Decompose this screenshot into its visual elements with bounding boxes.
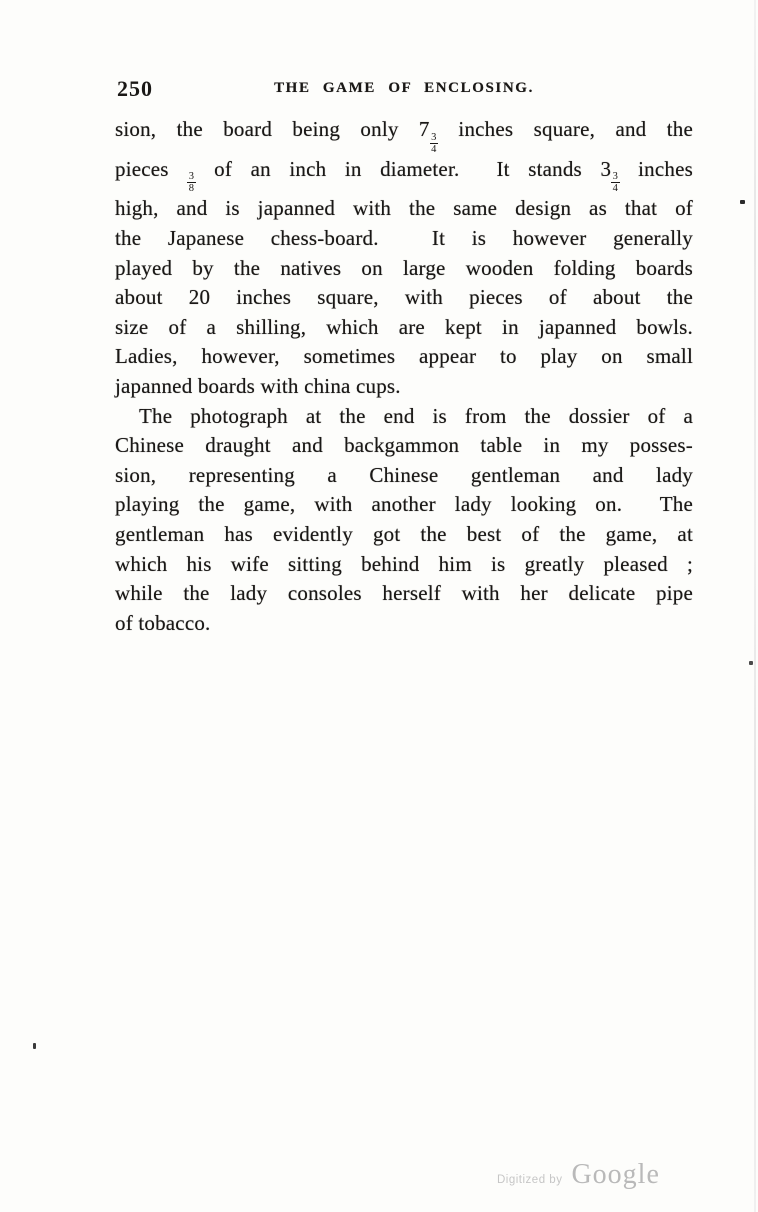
scan-edge-line (754, 0, 756, 1212)
scan-speck (740, 200, 745, 204)
page-text (115, 115, 693, 638)
text-line: which his wife sitting behind him is greatly pleased ; (115, 551, 693, 576)
text-line: japanned boards with china cups. (115, 373, 401, 398)
text-line: of tobacco. (115, 610, 211, 635)
text-line: sion, representing a Chinese gentleman and lady (115, 462, 693, 487)
stacked-fraction: $\frac{3}{8}$ (188, 171, 195, 195)
text-line: while the lady consoles herself with her delicate pipe (115, 581, 693, 606)
paragraph (115, 402, 693, 639)
stacked-fraction: $\frac{3}{4}$ (431, 131, 437, 155)
google-logo: Google (571, 1159, 660, 1190)
page-number: 250 (117, 76, 153, 101)
text-line: Chinese draught and backgammon table in my posses- (115, 433, 693, 458)
watermark-prefix: Digitized by (497, 1174, 563, 1186)
text-line: The photograph at the end is from the dossier of a (139, 403, 693, 428)
digitized-by-watermark (497, 1159, 660, 1191)
text-column (115, 76, 693, 638)
text-line: the Japanese chess-board. It is however generally (115, 226, 693, 250)
text-line: Ladies, however, sometimes appear to play on small (115, 344, 693, 369)
text-line: played by the natives on large wooden folding boards (115, 255, 693, 280)
scan-speck (749, 661, 753, 665)
text-line: pieces $\frac{3}{8}$ of an inch in diameter. It stands 3 $\frac{3}{4}$ inches (115, 156, 693, 195)
paragraph (115, 115, 693, 402)
text-line: gentleman has evidently got the best of the game, at (115, 521, 693, 546)
stacked-fraction: $\frac{3}{4}$ (612, 171, 619, 195)
text-line: sion, the board being only 7 $\frac{3}{4}$ inches square, and the (115, 117, 693, 155)
text-line: size of a shilling, which are kept in japanned bowls. (115, 314, 693, 339)
text-line: high, and is japanned with the same design as that of (115, 196, 693, 221)
scan-speck (33, 1043, 36, 1049)
page-header (115, 76, 693, 102)
text-line: playing the game, with another lady looking on. The (115, 492, 693, 517)
text-line: about 20 inches square, with pieces of about the (115, 285, 693, 310)
running-title: THE GAME OF ENCLOSING. (274, 80, 534, 96)
